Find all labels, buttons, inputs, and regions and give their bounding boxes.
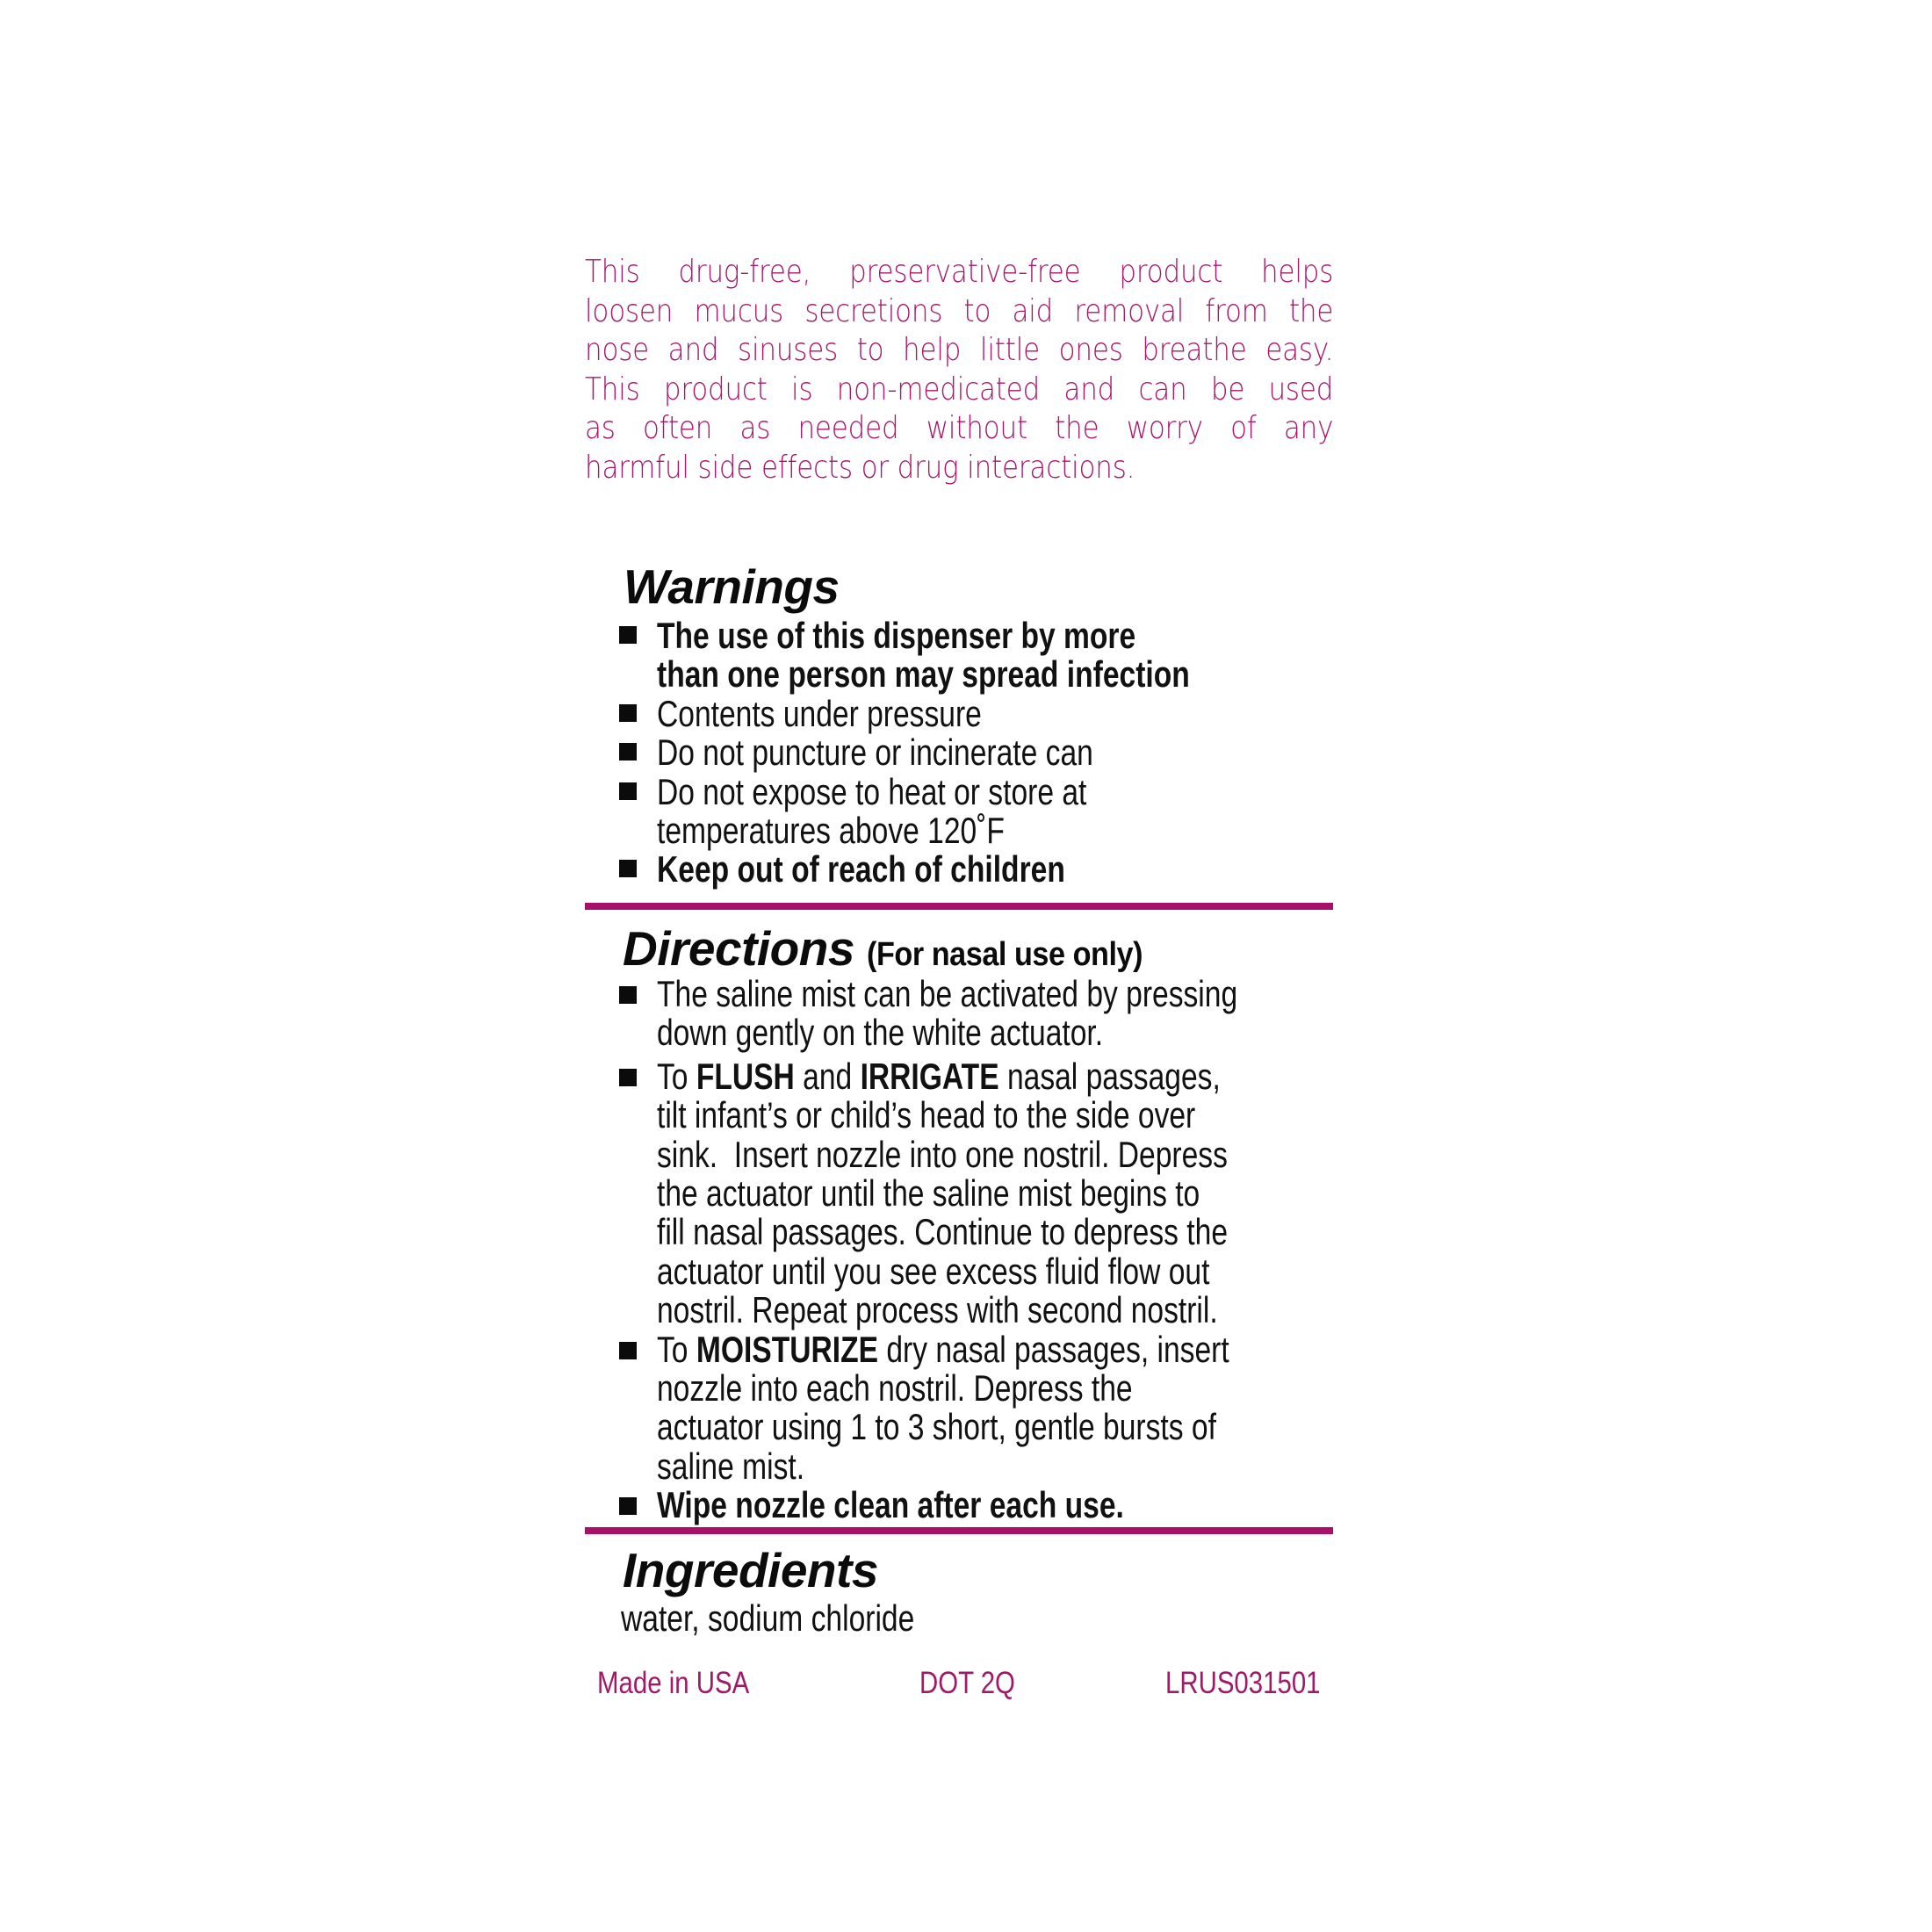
section-divider [585, 1527, 1333, 1534]
emphasis-irrigate: IRRIGATE [860, 1055, 999, 1097]
direction-line: The saline mist can be activated by pressing [657, 973, 1238, 1014]
directions-heading [623, 921, 1173, 976]
directions-subtitle: (For nasal use only) [866, 936, 1143, 973]
direction-item [619, 1330, 1339, 1487]
warning-line: Do not expose to heat or store at [657, 770, 1087, 812]
direction-line [657, 1330, 1335, 1369]
text-run: dry nasal passages, insert [878, 1328, 1229, 1370]
text-run: and [794, 1055, 861, 1097]
directions-list [619, 975, 1339, 1525]
warnings-heading: Warnings [624, 559, 840, 614]
intro-line: nose and sinuses to help little ones breathe easy. [585, 332, 1334, 369]
direction-line: saline mist. [657, 1445, 805, 1487]
text-run: To [657, 1055, 696, 1097]
emphasis-flush: FLUSH [696, 1055, 795, 1097]
dot-code: DOT 2Q [919, 1666, 1015, 1700]
warning-item [619, 692, 1339, 734]
made-in-label: Made in USA [597, 1666, 750, 1700]
direction-line: actuator until you see excess fluid flow out [657, 1250, 1210, 1292]
square-bullet-icon [619, 1342, 637, 1359]
square-bullet-icon [619, 986, 637, 1004]
square-bullet-icon [619, 626, 637, 644]
square-bullet-icon [619, 743, 637, 761]
direction-item [619, 1057, 1339, 1330]
warning-line: The use of this dispenser by more [657, 615, 1136, 656]
ingredients-heading: Ingredients [623, 1543, 878, 1597]
intro-line: This product is non-medicated and can be used [585, 371, 1334, 407]
warning-line: Contents under pressure [657, 692, 982, 734]
direction-line: actuator using 1 to 3 short, gentle bursts of [657, 1406, 1216, 1448]
direction-line: down gently on the white actuator. [657, 1012, 1104, 1054]
intro-paragraph [585, 253, 1333, 488]
emphasis-moisturize: MOISTURIZE [696, 1328, 879, 1370]
direction-line: Wipe nozzle clean after each use. [657, 1484, 1124, 1526]
warnings-list [619, 616, 1339, 890]
intro-line: as often as needed without the worry of any [585, 410, 1334, 447]
text-run: To [657, 1328, 696, 1370]
direction-line: sink. Insert nozzle into one nostril. Depress [657, 1133, 1228, 1175]
ingredients-text: water, sodium chloride [621, 1597, 915, 1639]
direction-item [619, 975, 1339, 1053]
directions-title: Directions [623, 921, 854, 976]
warning-line: than one person may spread infection [657, 653, 1190, 696]
direction-item [619, 1486, 1339, 1525]
direction-line: the actuator until the saline mist begins to [657, 1171, 1200, 1214]
direction-line: nostril. Repeat process with second nostril. [657, 1289, 1218, 1331]
square-bullet-icon [619, 782, 637, 800]
square-bullet-icon [619, 1069, 637, 1086]
direction-line: nozzle into each nostril. Depress the [657, 1366, 1133, 1409]
warning-line: Keep out of reach of children [657, 848, 1065, 890]
warning-item [619, 616, 1339, 695]
direction-line [657, 1057, 1335, 1096]
square-bullet-icon [619, 860, 637, 877]
direction-line: tilt infant’s or child’s head to the side over [657, 1094, 1196, 1136]
warning-item [619, 733, 1339, 772]
warning-item [619, 850, 1339, 889]
intro-line: harmful side effects or drug interactions. [585, 449, 1135, 486]
lot-code: LRUS031501 [1165, 1666, 1321, 1700]
text-run: nasal passages, [998, 1055, 1221, 1097]
warning-line: temperatures above 120˚F [657, 809, 1005, 851]
intro-line: This drug-free, preservative-free product helps [585, 254, 1334, 290]
intro-line: loosen mucus secretions to aid removal from the [585, 292, 1334, 329]
warning-item [619, 770, 1339, 851]
square-bullet-icon [619, 704, 637, 722]
warning-line: Do not puncture or incinerate can [657, 732, 1093, 774]
direction-line: fill nasal passages. Continue to depress the [657, 1211, 1228, 1253]
square-bullet-icon [619, 1497, 637, 1515]
section-divider [585, 903, 1333, 910]
